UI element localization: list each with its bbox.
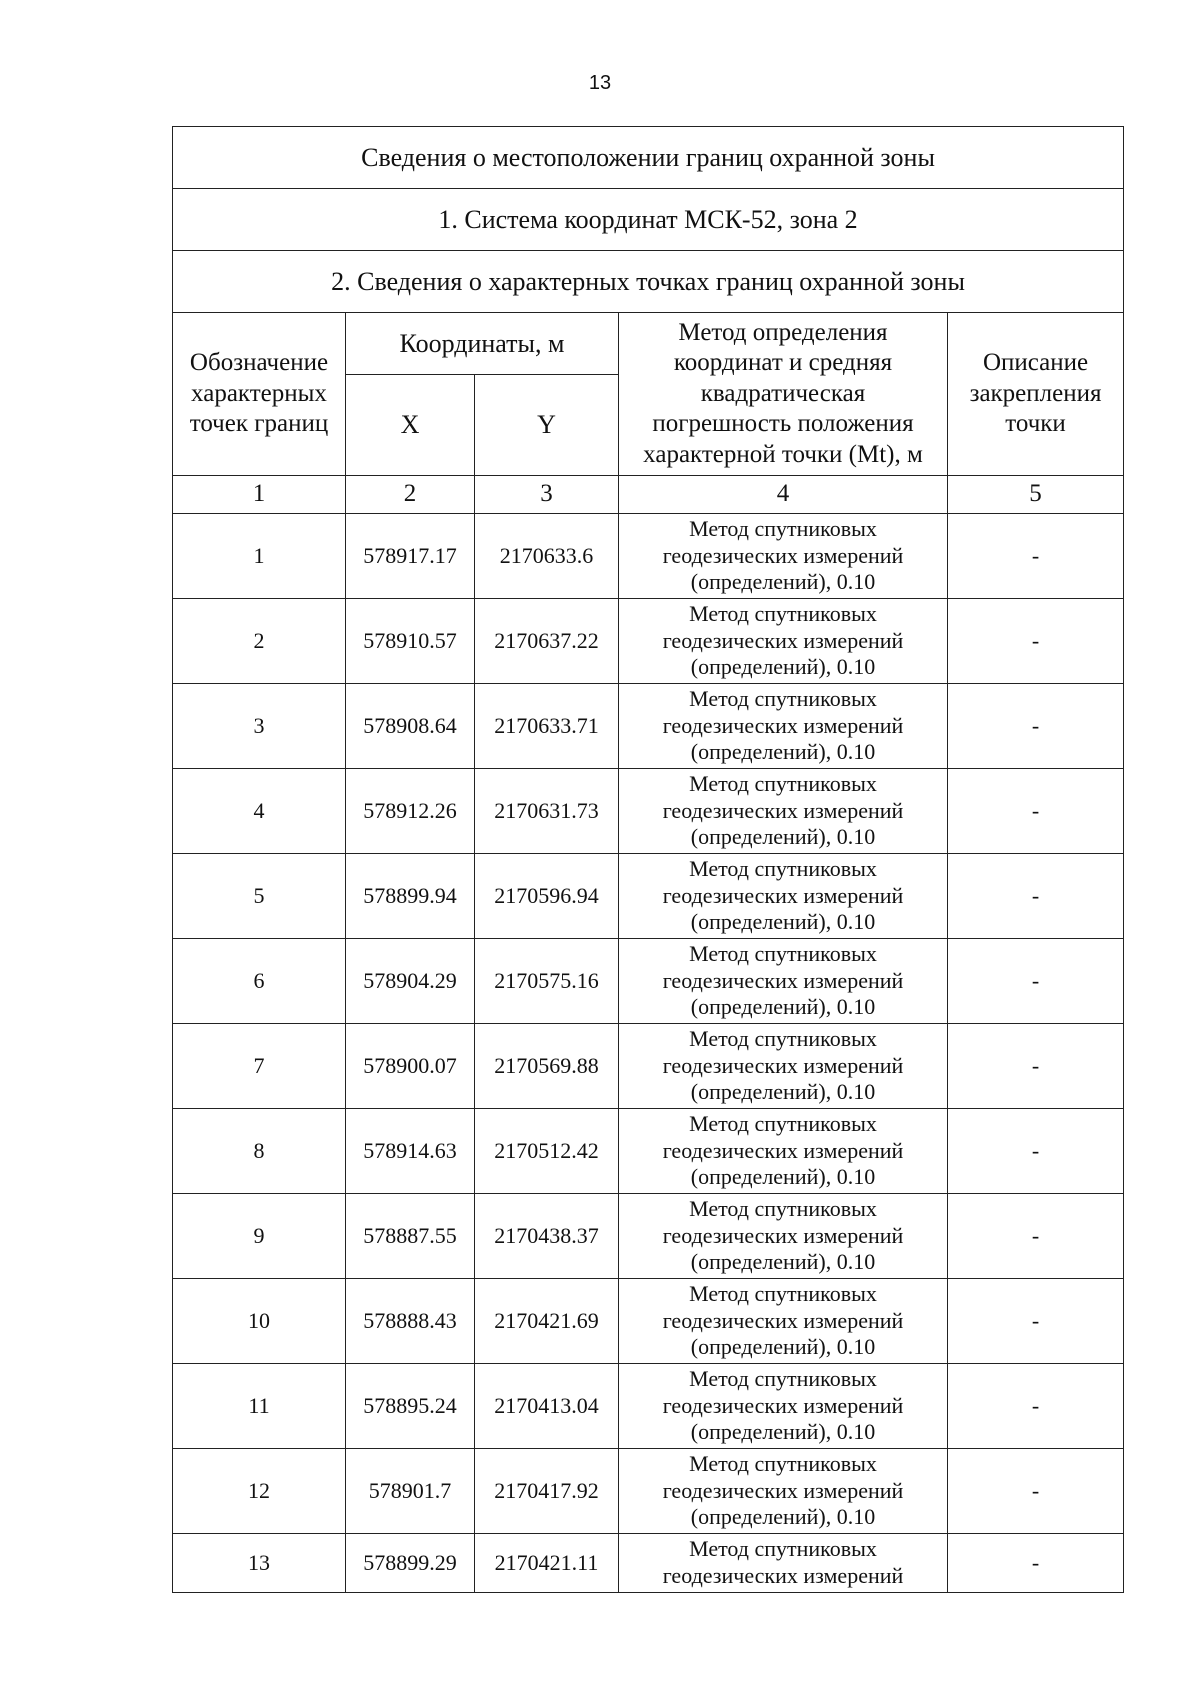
- method-line: (определений), 0.10: [690, 1504, 876, 1530]
- column-number: 2: [346, 476, 475, 514]
- point-designation: 11: [173, 1364, 346, 1449]
- method-cell: [619, 769, 948, 854]
- page-number: 13: [588, 72, 612, 94]
- point-designation: 3: [173, 684, 346, 769]
- table-row: [173, 1109, 1124, 1194]
- method-cell: [619, 599, 948, 684]
- point-description: -: [948, 599, 1124, 684]
- point-designation: 4: [173, 769, 346, 854]
- coord-y: 2170421.11: [475, 1534, 619, 1593]
- column-number: 5: [948, 476, 1124, 514]
- method-cell: [619, 1194, 948, 1279]
- method-line: Метод спутниковых: [689, 770, 877, 796]
- coord-x: 578895.24: [346, 1364, 475, 1449]
- header-method-line: погрешность положения: [652, 410, 914, 438]
- column-number: 1: [173, 476, 346, 514]
- method-line: (определений), 0.10: [690, 1164, 876, 1190]
- header-x: X: [346, 375, 475, 476]
- method-line: геодезических измерений: [662, 882, 904, 908]
- table-row: [173, 1024, 1124, 1109]
- table-row: [173, 1534, 1124, 1593]
- method-cell: [619, 1449, 948, 1534]
- method-cell: [619, 1024, 948, 1109]
- table-row: [173, 1194, 1124, 1279]
- point-description: -: [948, 514, 1124, 599]
- method-line: (определений), 0.10: [690, 739, 876, 765]
- method-line: Метод спутниковых: [689, 1110, 877, 1136]
- coord-y: 2170596.94: [475, 854, 619, 939]
- method-line: Метод спутниковых: [689, 855, 877, 881]
- coord-y: 2170631.73: [475, 769, 619, 854]
- header-coordinates: Координаты, м: [346, 313, 619, 375]
- coord-y: 2170633.6: [475, 514, 619, 599]
- method-line: (определений), 0.10: [690, 824, 876, 850]
- header-description-line: точки: [1005, 410, 1066, 438]
- method-line: геодезических измерений: [662, 1307, 904, 1333]
- method-line: (определений), 0.10: [690, 909, 876, 935]
- coord-y: 2170512.42: [475, 1109, 619, 1194]
- boundary-points-table: [172, 126, 1124, 1593]
- column-number: 4: [619, 476, 948, 514]
- coord-y: 2170637.22: [475, 599, 619, 684]
- point-designation: 9: [173, 1194, 346, 1279]
- point-description: -: [948, 939, 1124, 1024]
- method-line: геодезических измерений: [662, 1392, 904, 1418]
- table-row: [173, 939, 1124, 1024]
- method-cell: [619, 1534, 948, 1593]
- method-line: (определений), 0.10: [690, 994, 876, 1020]
- coord-system: 1. Система координат МСК-52, зона 2: [173, 189, 1124, 251]
- method-line: геодезических измерений: [662, 967, 904, 993]
- coord-x: 578901.7: [346, 1449, 475, 1534]
- method-line: геодезических измерений: [662, 627, 904, 653]
- method-line: геодезических измерений: [662, 712, 904, 738]
- method-cell: [619, 939, 948, 1024]
- coord-x: 578910.57: [346, 599, 475, 684]
- method-line: (определений), 0.10: [690, 1079, 876, 1105]
- method-line: геодезических измерений: [662, 1222, 904, 1248]
- coord-y: 2170413.04: [475, 1364, 619, 1449]
- method-cell: [619, 854, 948, 939]
- point-description: -: [948, 1364, 1124, 1449]
- header-description: [948, 313, 1124, 476]
- table-row: [173, 684, 1124, 769]
- table-row: [173, 599, 1124, 684]
- header-method-line: координат и средняя: [673, 349, 893, 377]
- method-line: геодезических измерений: [662, 797, 904, 823]
- method-line: (определений), 0.10: [690, 1249, 876, 1275]
- method-line: Метод спутниковых: [689, 600, 877, 626]
- point-designation: 13: [173, 1534, 346, 1593]
- table-title: Сведения о местоположении границ охранной зоны: [173, 127, 1124, 189]
- header-description-line: закрепления: [969, 379, 1102, 407]
- points-info: 2. Сведения о характерных точках границ охранной зоны: [173, 251, 1124, 313]
- point-description: -: [948, 684, 1124, 769]
- coord-x: 578888.43: [346, 1279, 475, 1364]
- method-cell: [619, 1109, 948, 1194]
- method-line: Метод спутниковых: [689, 1365, 877, 1391]
- table-title-row: [173, 127, 1124, 189]
- method-line: Метод спутниковых: [689, 1536, 877, 1561]
- coord-y: 2170569.88: [475, 1024, 619, 1109]
- coord-x: 578900.07: [346, 1024, 475, 1109]
- point-description: -: [948, 1449, 1124, 1534]
- point-designation: 6: [173, 939, 346, 1024]
- table-row: [173, 1449, 1124, 1534]
- coord-x: 578914.63: [346, 1109, 475, 1194]
- header-method: [619, 313, 948, 476]
- point-description: -: [948, 854, 1124, 939]
- header-designation-line: точек границ: [189, 410, 329, 438]
- header-description-line: Описание: [982, 349, 1089, 377]
- coord-y: 2170438.37: [475, 1194, 619, 1279]
- coord-y: 2170421.69: [475, 1279, 619, 1364]
- method-line: геодезических измерений: [662, 1137, 904, 1163]
- coord-x: 578917.17: [346, 514, 475, 599]
- point-description: -: [948, 1194, 1124, 1279]
- method-line: (определений), 0.10: [690, 654, 876, 680]
- header-method-line: квадратическая: [700, 379, 866, 407]
- table-row: [173, 854, 1124, 939]
- column-number: 3: [475, 476, 619, 514]
- point-description: -: [948, 1279, 1124, 1364]
- coord-y: 2170575.16: [475, 939, 619, 1024]
- table-row: [173, 769, 1124, 854]
- method-cell: [619, 684, 948, 769]
- method-line: геодезических измерений: [662, 1562, 904, 1588]
- method-line: Метод спутниковых: [689, 1450, 877, 1476]
- header-y: Y: [475, 375, 619, 476]
- points-info-row: [173, 251, 1124, 313]
- coord-system-row: [173, 189, 1124, 251]
- coord-x: 578904.29: [346, 939, 475, 1024]
- coord-x: 578887.55: [346, 1194, 475, 1279]
- method-line: Метод спутниковых: [689, 1280, 877, 1306]
- point-designation: 7: [173, 1024, 346, 1109]
- coord-x: 578912.26: [346, 769, 475, 854]
- coord-x: 578908.64: [346, 684, 475, 769]
- coord-x: 578899.29: [346, 1534, 475, 1593]
- method-line: геодезических измерений: [662, 542, 904, 568]
- header-designation-line: Обозначение: [189, 349, 329, 377]
- point-designation: 1: [173, 514, 346, 599]
- coord-x: 578899.94: [346, 854, 475, 939]
- method-line: геодезических измерений: [662, 1477, 904, 1503]
- header-designation: [173, 313, 346, 476]
- method-line: Метод спутниковых: [689, 1025, 877, 1051]
- point-designation: 2: [173, 599, 346, 684]
- method-line: геодезических измерений: [662, 1052, 904, 1078]
- point-description: -: [948, 1109, 1124, 1194]
- table-row: [173, 514, 1124, 599]
- point-designation: 10: [173, 1279, 346, 1364]
- method-line: (определений), 0.10: [690, 569, 876, 595]
- coord-y: 2170633.71: [475, 684, 619, 769]
- method-line: Метод спутниковых: [689, 940, 877, 966]
- method-line: Метод спутниковых: [689, 1195, 877, 1221]
- table-row: [173, 1364, 1124, 1449]
- point-description: -: [948, 1024, 1124, 1109]
- table-row: [173, 1279, 1124, 1364]
- method-cell: [619, 1364, 948, 1449]
- point-description: -: [948, 769, 1124, 854]
- column-numbers-row: [173, 476, 1124, 514]
- method-line: Метод спутниковых: [689, 515, 877, 541]
- point-designation: 8: [173, 1109, 346, 1194]
- method-line: (определений), 0.10: [690, 1419, 876, 1445]
- header-designation-line: характерных: [191, 379, 327, 407]
- method-line: Метод спутниковых: [689, 685, 877, 711]
- point-designation: 5: [173, 854, 346, 939]
- point-description: -: [948, 1534, 1124, 1593]
- header-row-1: [173, 313, 1124, 375]
- header-method-line: Метод определения: [678, 318, 888, 346]
- point-designation: 12: [173, 1449, 346, 1534]
- coord-y: 2170417.92: [475, 1449, 619, 1534]
- method-line: (определений), 0.10: [690, 1334, 876, 1360]
- method-cell: [619, 514, 948, 599]
- header-method-line: характерной точки (Mt), м: [643, 440, 923, 468]
- method-cell: [619, 1279, 948, 1364]
